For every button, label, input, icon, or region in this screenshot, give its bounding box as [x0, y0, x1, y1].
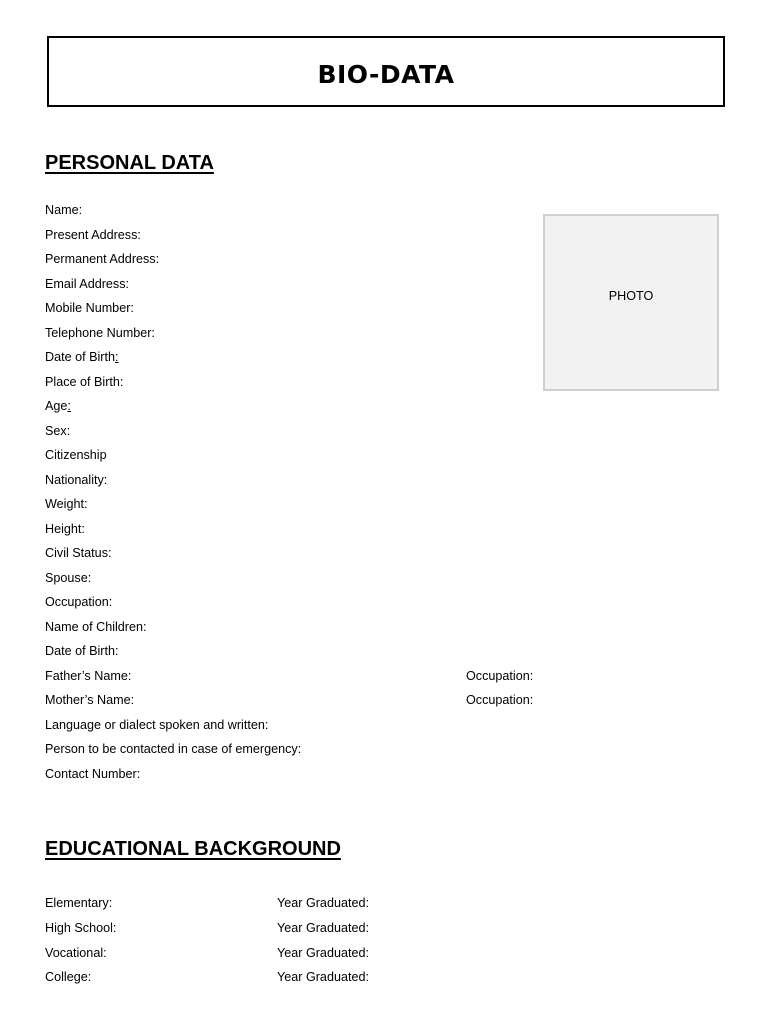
spouse-field-label: Spouse:: [45, 571, 92, 585]
name-field-label: Name:: [45, 203, 83, 217]
age-colon: :: [67, 399, 71, 413]
date-of-birth-field-label: [45, 349, 119, 365]
year-graduated-label: Year Graduated:: [277, 970, 369, 984]
age-field-label: [45, 398, 71, 414]
email-address-field-label: Email Address:: [45, 277, 129, 291]
page-title: BIO-DATA: [317, 60, 455, 89]
emergency-contact-person-field-label: Person to be contacted in case of emergency:: [45, 742, 302, 756]
name-of-children-field-label: Name of Children:: [45, 620, 147, 634]
civil-status-field-label: Civil Status:: [45, 546, 112, 560]
year-graduated-label: Year Graduated:: [277, 946, 369, 960]
telephone-number-field-label: Telephone Number:: [45, 326, 155, 340]
mothers-name-field-label: Mother’s Name:: [45, 693, 135, 707]
fathers-name-field-label: Father’s Name:: [45, 669, 132, 683]
mothers-occupation-field-label: Occupation:: [466, 693, 534, 707]
education-level-label: Vocational:: [45, 946, 107, 960]
education-level-label: Elementary:: [45, 896, 113, 910]
present-address-field-label: Present Address:: [45, 228, 141, 242]
contact-number-field-label: Contact Number:: [45, 767, 141, 781]
age-label-text: Age: [45, 399, 68, 413]
height-field-label: Height:: [45, 522, 85, 536]
education-level-label: High School:: [45, 921, 117, 935]
photo-label: PHOTO: [608, 288, 654, 303]
permanent-address-field-label: Permanent Address:: [45, 252, 160, 266]
educational-background-heading: EDUCATIONAL BACKGROUND: [45, 838, 341, 860]
personal-data-heading: PERSONAL DATA: [45, 152, 214, 174]
sex-field-label: Sex:: [45, 424, 71, 438]
citizenship-field-label: Citizenship: [45, 448, 107, 462]
education-level-label: College:: [45, 970, 92, 984]
language-field-label: Language or dialect spoken and written:: [45, 718, 269, 732]
year-graduated-label: Year Graduated:: [277, 921, 369, 935]
weight-field-label: Weight:: [45, 497, 88, 511]
children-date-of-birth-field-label: Date of Birth:: [45, 644, 119, 658]
date-of-birth-label-text: Date of Birth: [45, 350, 115, 364]
title-box: [47, 36, 725, 107]
place-of-birth-field-label: Place of Birth:: [45, 375, 124, 389]
nationality-field-label: Nationality:: [45, 473, 108, 487]
date-of-birth-colon: :: [115, 350, 119, 364]
year-graduated-label: Year Graduated:: [277, 896, 369, 910]
mobile-number-field-label: Mobile Number:: [45, 301, 134, 315]
fathers-occupation-field-label: Occupation:: [466, 669, 534, 683]
photo-placeholder[interactable]: [543, 214, 719, 391]
occupation-field-label: Occupation:: [45, 595, 113, 609]
